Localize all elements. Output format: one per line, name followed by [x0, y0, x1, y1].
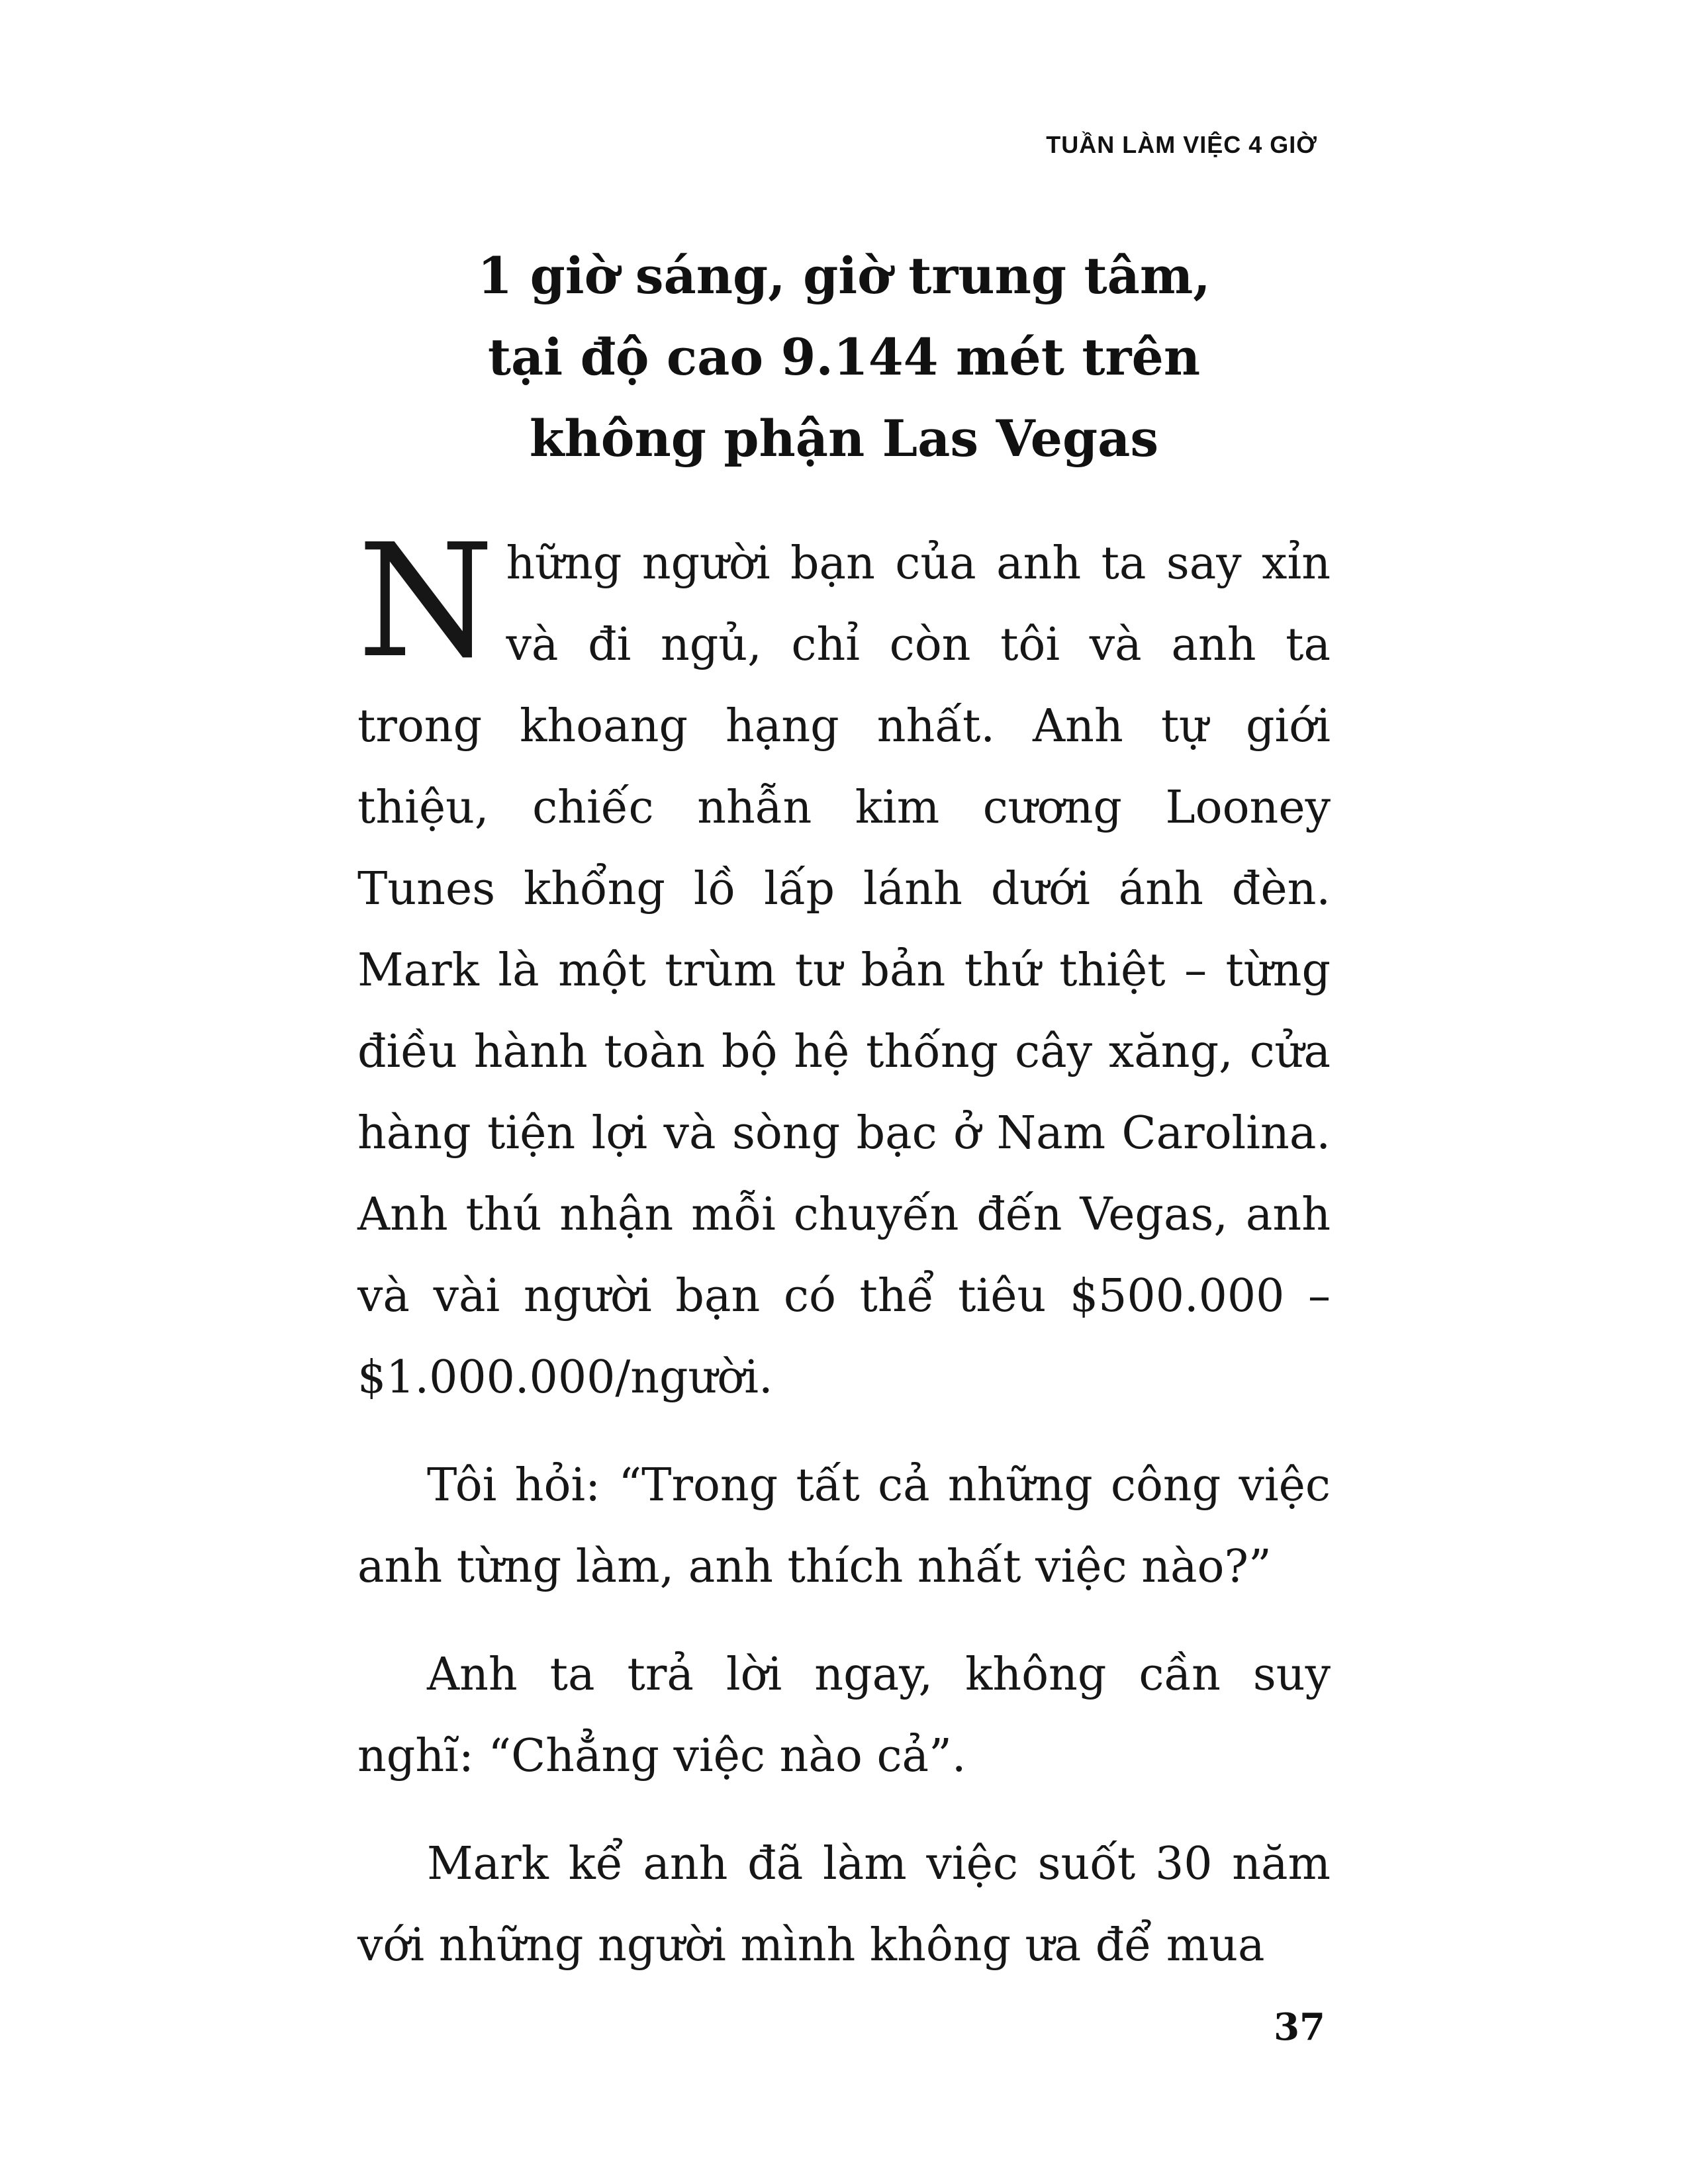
paragraph-2: Tôi hỏi: “Trong tất cả những công việc anh từng làm, anh thích nhất việc nào?”	[357, 1459, 1331, 1593]
paragraph-1	[357, 510, 1331, 1418]
chapter-title-line: không phận Las Vegas	[529, 409, 1159, 468]
chapter-title-line: 1 giờ sáng, giờ trung tâm,	[477, 246, 1211, 305]
drop-cap: N	[357, 510, 494, 692]
paragraph-4: Mark kể anh đã làm việc suốt 30 năm với những người mình không ưa để mua	[357, 1838, 1331, 1972]
running-header: TUẦN LÀM VIỆC 4 GIỜ	[1046, 131, 1317, 158]
chapter-title	[357, 235, 1331, 479]
body-text	[357, 510, 1331, 1986]
paragraph-3: Anh ta trả lời ngay, không cần suy nghĩ: “Chẳng việc nào cả”.	[357, 1649, 1331, 1782]
page-number: 37	[1274, 2005, 1325, 2049]
paragraph-1-text: hững người bạn của anh ta say xỉn và đi ngủ, chỉ còn tôi và anh ta trong khoang hạng nhất. Anh tự giới thiệu, chiếc nhẫn kim cương Looney Tunes khổng lồ lấp lánh dưới ánh đèn. Mark là một trùm tư bản thứ thiệt – từng điều hành toàn bộ hệ thống cây xăng, cửa hàng tiện lợi và sòng bạc ở Nam Carolina. Anh thú nhận mỗi chuyến đến Vegas, anh và vài người bạn có thể tiêu $500.000 – $1.000.000/người.	[357, 537, 1331, 1404]
chapter-title-line: tại độ cao 9.144 mét trên	[487, 328, 1201, 387]
